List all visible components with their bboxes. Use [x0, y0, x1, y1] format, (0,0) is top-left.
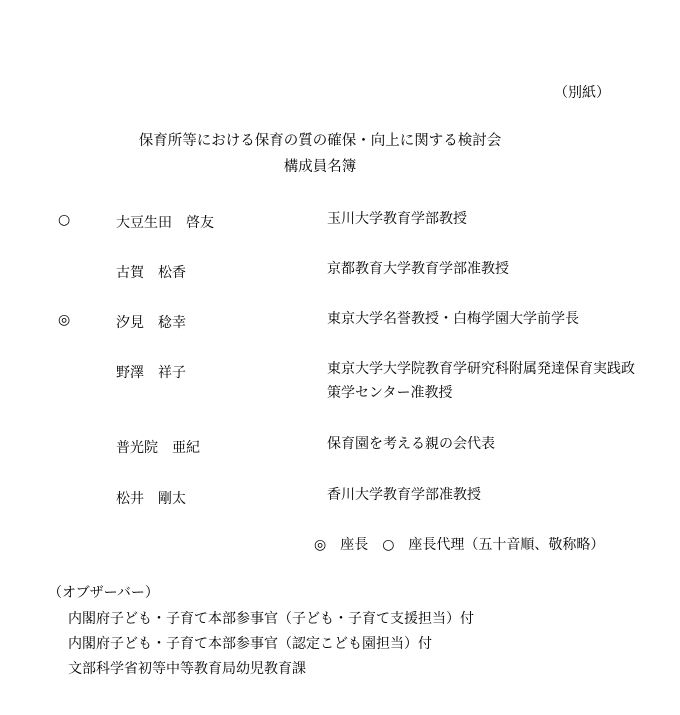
member-row	[0, 488, 680, 508]
member-row	[0, 361, 680, 401]
member-name: 古賀 松香	[116, 265, 186, 281]
observer-item: 内閣府子ども・子育て本部参事官（認定こども園担当）付	[68, 636, 432, 652]
role-legend: ◎ 座長 ○ 座長代理（五十音順、敬称略）	[314, 537, 605, 553]
observer-item: 文部科学省初等中等教育局幼児教育課	[68, 661, 306, 677]
annex-label: （別紙）	[554, 85, 610, 101]
member-affiliation: 玉川大学教育学部教授	[327, 211, 467, 227]
role-mark: ○	[58, 212, 71, 228]
role-mark: ◎	[58, 312, 71, 328]
member-name: 野澤 祥子	[116, 365, 186, 381]
document-subtitle: 構成員名簿	[283, 159, 357, 175]
member-affiliation: 香川大学教育学部准教授	[327, 487, 481, 503]
member-affiliation: 東京大学名誉教授・白梅学園大学前学長	[327, 311, 579, 327]
observer-item: 内閣府子ども・子育て本部参事官（子ども・子育て支援担当）付	[68, 611, 474, 627]
member-name: 大豆生田 啓友	[116, 215, 214, 231]
observer-heading: （オブザーバー）	[48, 585, 159, 601]
member-name: 普光院 亜紀	[116, 440, 200, 456]
member-affiliation: 東京大学大学院教育学研究科附属発達保育実践政策学センター准教授	[327, 361, 635, 401]
member-name: 松井 剛太	[116, 491, 186, 507]
member-affiliation: 保育園を考える親の会代表	[327, 436, 495, 452]
member-name: 汐見 稔幸	[116, 315, 186, 331]
document-title: 保育所等における保育の質の確保・向上に関する検討会	[138, 133, 502, 149]
member-row	[0, 312, 680, 332]
member-row	[0, 212, 680, 232]
member-row	[0, 262, 680, 282]
member-row	[0, 437, 680, 457]
member-affiliation: 京都教育大学教育学部准教授	[327, 261, 509, 277]
